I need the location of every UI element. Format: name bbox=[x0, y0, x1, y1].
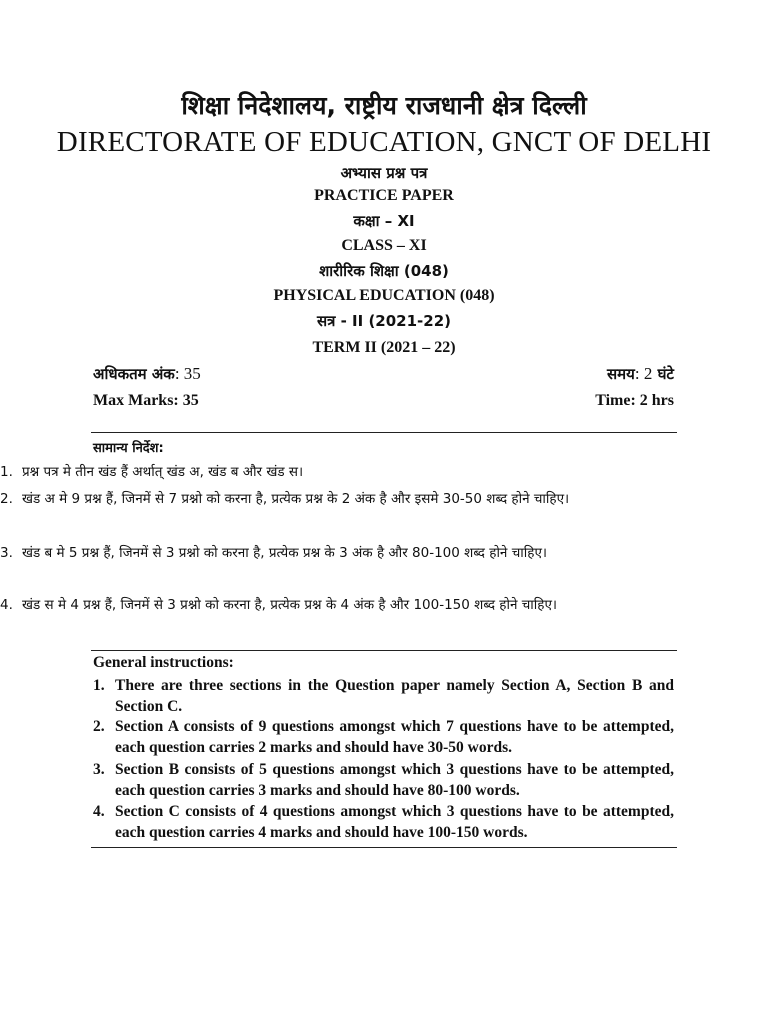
english-time: Time: 2 hrs bbox=[595, 392, 674, 409]
english-meta-row bbox=[93, 392, 674, 414]
hindi-max-marks: अधिकतम अंक: 35 bbox=[93, 364, 201, 383]
hindi-instruction-item: 3. खंड ब मे 5 प्रश्न हैं, जिनमें से 3 प्रश्नो को करना है, प्रत्येक प्रश्न के 3 अंक है और 80-100 शब्द होने चाहिए। bbox=[0, 545, 548, 561]
hindi-instructions-heading: सामान्य निर्देश: bbox=[93, 441, 164, 456]
english-instruction-item: 2. Section A consists of 9 questions amongst which 7 questions have to be attempted, each question carries 2 marks and should have 30-50 words. bbox=[93, 718, 674, 756]
divider-middle bbox=[91, 650, 677, 651]
hindi-time: समय: 2 घंटे bbox=[607, 364, 674, 383]
english-class: CLASS – XI bbox=[341, 237, 427, 254]
hindi-class: कक्षा – XI bbox=[353, 212, 415, 230]
hindi-instruction-item: 1. प्रश्न पत्र मे तीन खंड हैं अर्थात् खंड अ, खंड ब और खंड स। bbox=[0, 464, 304, 480]
hindi-meta-row bbox=[93, 364, 674, 386]
divider-top bbox=[91, 432, 677, 433]
english-directorate-title: DIRECTORATE OF EDUCATION, GNCT OF DELHI bbox=[56, 126, 712, 158]
english-instruction-item: 1. There are three sections in the Question paper namely Section A, Section B and Section C. bbox=[93, 677, 674, 715]
english-instructions-heading: General instructions: bbox=[93, 654, 234, 671]
hindi-paper-type: अभ्यास प्रश्न पत्र bbox=[340, 164, 428, 182]
divider-bottom bbox=[91, 847, 677, 848]
english-subject: PHYSICAL EDUCATION (048) bbox=[273, 287, 495, 304]
english-max-marks: Max Marks: 35 bbox=[93, 392, 199, 409]
hindi-term: सत्र - II (2021-22) bbox=[316, 312, 452, 330]
english-instruction-item: 4. Section C consists of 4 questions amongst which 3 questions have to be attempted, each question carries 4 marks and should have 100-150 words. bbox=[93, 803, 674, 841]
english-term: TERM II (2021 – 22) bbox=[312, 339, 456, 356]
hindi-instruction-item: 2. खंड अ मे 9 प्रश्न हैं, जिनमें से 7 प्रश्नो को करना है, प्रत्येक प्रश्न के 2 अंक है और इसमे 30-50 शब्द होने चाहिए। bbox=[0, 491, 570, 507]
hindi-instruction-item: 4. खंड स मे 4 प्रश्न हैं, जिनमें से 3 प्रश्नो को करना है, प्रत्येक प्रश्न के 4 अंक है और 100-150 शब्द होने चाहिए। bbox=[0, 597, 558, 613]
english-instruction-item: 3. Section B consists of 5 questions amongst which 3 questions have to be attempted, each question carries 3 marks and should have 80-100 words. bbox=[93, 761, 674, 799]
hindi-directorate-title: शिक्षा निदेशालय, राष्ट्रीय राजधानी क्षेत्र दिल्ली bbox=[181, 91, 587, 120]
hindi-subject: शारीरिक शिक्षा (048) bbox=[319, 262, 449, 280]
english-paper-type: PRACTICE PAPER bbox=[314, 187, 454, 204]
